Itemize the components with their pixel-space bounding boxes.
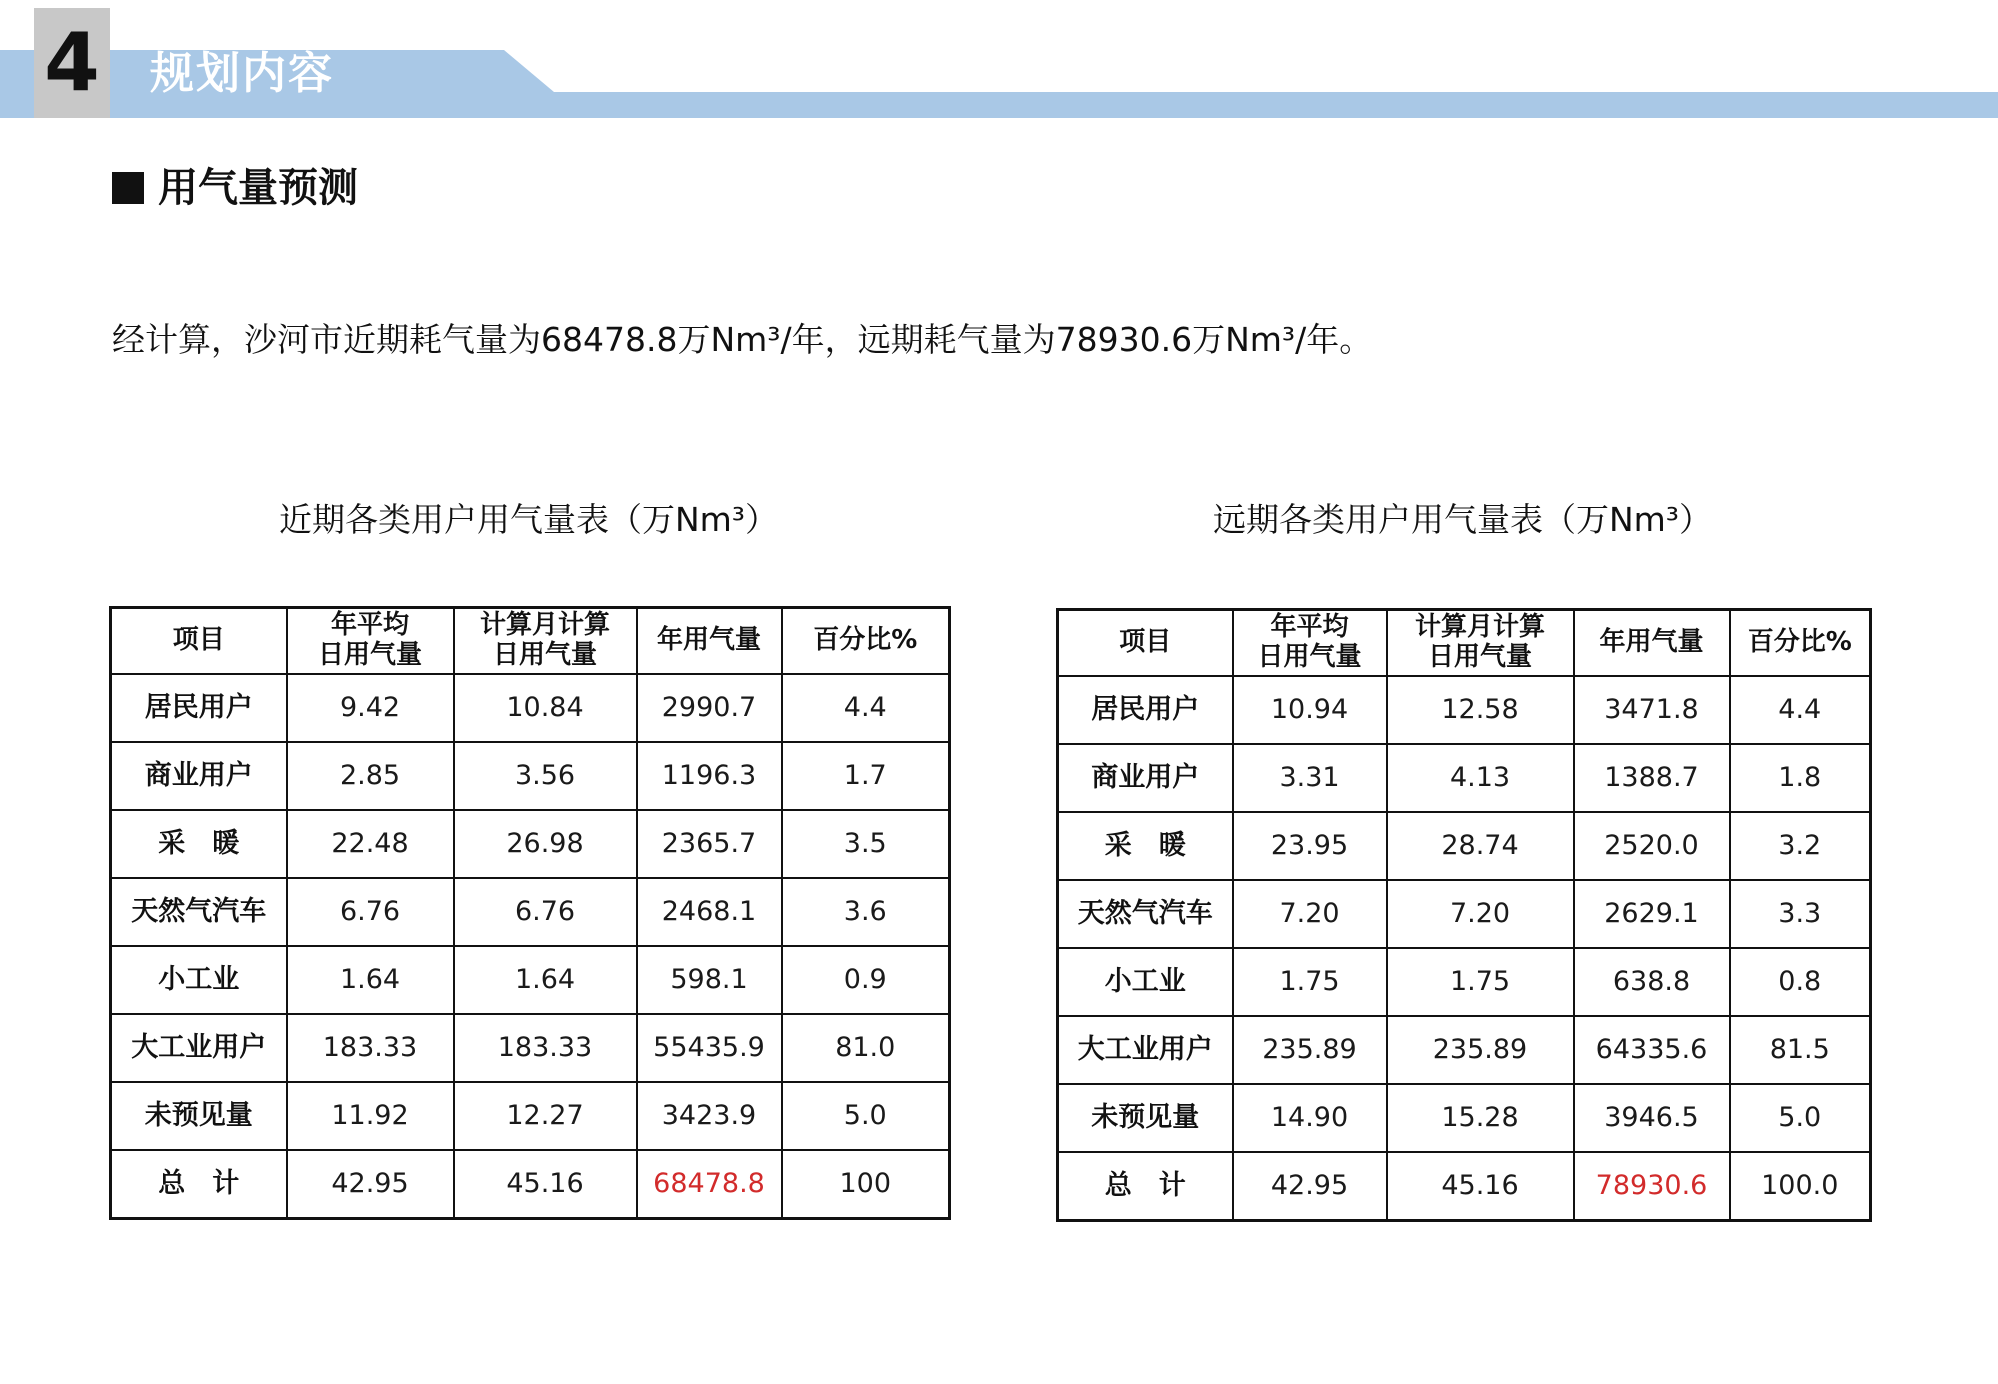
table-row	[1058, 1016, 1871, 1084]
row-avg: 2.85	[287, 742, 454, 810]
row-percent: 81.5	[1730, 1016, 1871, 1084]
row-item: 居民用户	[111, 674, 287, 742]
table-row	[111, 1014, 950, 1082]
long-term-table-block	[1056, 500, 1869, 1222]
row-calc: 4.13	[1387, 744, 1574, 812]
table-row	[1058, 1084, 1871, 1152]
row-item: 居民用户	[1058, 676, 1233, 744]
table-row	[111, 674, 950, 742]
header-item: 项目	[1058, 610, 1233, 677]
table-row	[111, 1082, 950, 1150]
header-avg-line2: 日用气量	[1257, 642, 1362, 672]
row-percent: 0.8	[1730, 948, 1871, 1016]
row-avg: 6.76	[287, 878, 454, 946]
table-row	[111, 742, 950, 810]
header-calc-line2: 日用气量	[1427, 642, 1532, 672]
section-title: 规划内容	[150, 48, 334, 99]
header-item: 项目	[111, 608, 287, 675]
row-calc: 45.16	[1387, 1152, 1574, 1221]
row-calc: 12.27	[454, 1082, 637, 1150]
table-row	[1058, 948, 1871, 1016]
row-annual: 2468.1	[637, 878, 782, 946]
header-calc-daily	[454, 608, 637, 675]
row-percent: 3.3	[1730, 880, 1871, 948]
row-avg: 11.92	[287, 1082, 454, 1150]
row-avg: 14.90	[1233, 1084, 1387, 1152]
row-percent: 3.5	[782, 810, 950, 878]
header-avg-daily	[1233, 610, 1387, 677]
row-calc: 28.74	[1387, 812, 1574, 880]
header-calc-line1: 计算月计算	[1414, 612, 1545, 643]
row-percent: 100	[782, 1150, 950, 1219]
row-percent: 4.4	[782, 674, 950, 742]
row-annual: 3471.8	[1574, 676, 1730, 744]
row-annual: 3423.9	[637, 1082, 782, 1150]
row-avg: 42.95	[287, 1150, 454, 1219]
row-calc: 26.98	[454, 810, 637, 878]
header-avg-line2: 日用气量	[317, 640, 422, 670]
row-item: 大工业用户	[111, 1014, 287, 1082]
row-percent: 3.2	[1730, 812, 1871, 880]
row-calc: 235.89	[1387, 1016, 1574, 1084]
subheading	[112, 165, 358, 211]
row-calc: 3.56	[454, 742, 637, 810]
table-header-row	[1058, 610, 1871, 677]
row-percent: 5.0	[1730, 1084, 1871, 1152]
header-avg-line1: 年平均	[330, 610, 409, 641]
table-header-row	[111, 608, 950, 675]
row-annual: 3946.5	[1574, 1084, 1730, 1152]
row-percent: 5.0	[782, 1082, 950, 1150]
near-term-table-caption: 近期各类用户用气量表（万Nm³）	[278, 500, 779, 539]
row-avg: 3.31	[1233, 744, 1387, 812]
row-avg: 7.20	[1233, 880, 1387, 948]
row-annual: 638.8	[1574, 948, 1730, 1016]
header-annual: 年用气量	[1574, 610, 1730, 677]
row-percent: 4.4	[1730, 676, 1871, 744]
row-annual: 1196.3	[637, 742, 782, 810]
row-item: 天然气汽车	[111, 878, 287, 946]
row-avg: 9.42	[287, 674, 454, 742]
header-percent: 百分比%	[782, 608, 950, 675]
header-avg-line1: 年平均	[1270, 612, 1349, 643]
row-item: 总 计	[1058, 1152, 1233, 1221]
row-percent: 81.0	[782, 1014, 950, 1082]
row-avg: 1.75	[1233, 948, 1387, 1016]
row-item: 未预见量	[1058, 1084, 1233, 1152]
row-annual-total: 68478.8	[637, 1150, 782, 1219]
row-item: 未预见量	[111, 1082, 287, 1150]
row-calc: 1.64	[454, 946, 637, 1014]
table-row	[1058, 880, 1871, 948]
near-term-table-block	[109, 500, 948, 1220]
row-calc: 7.20	[1387, 880, 1574, 948]
row-item: 小工业	[1058, 948, 1233, 1016]
row-annual: 64335.6	[1574, 1016, 1730, 1084]
row-annual: 598.1	[637, 946, 782, 1014]
row-calc: 45.16	[454, 1150, 637, 1219]
table-total-row	[1058, 1152, 1871, 1221]
row-calc: 6.76	[454, 878, 637, 946]
section-number-box	[34, 8, 110, 118]
row-avg: 235.89	[1233, 1016, 1387, 1084]
row-annual: 55435.9	[637, 1014, 782, 1082]
row-calc: 12.58	[1387, 676, 1574, 744]
row-percent: 1.8	[1730, 744, 1871, 812]
table-row	[111, 878, 950, 946]
table-row	[1058, 744, 1871, 812]
header-annual: 年用气量	[637, 608, 782, 675]
table-row	[111, 810, 950, 878]
long-term-table-caption: 远期各类用户用气量表（万Nm³）	[1212, 500, 1713, 539]
row-annual-total: 78930.6	[1574, 1152, 1730, 1221]
row-avg: 10.94	[1233, 676, 1387, 744]
table-row	[1058, 676, 1871, 744]
header-calc-line2: 日用气量	[492, 640, 597, 670]
row-item: 采 暖	[111, 810, 287, 878]
header-avg-daily	[287, 608, 454, 675]
row-annual: 1388.7	[1574, 744, 1730, 812]
row-item: 商业用户	[1058, 744, 1233, 812]
header-calc-daily	[1387, 610, 1574, 677]
row-calc: 15.28	[1387, 1084, 1574, 1152]
row-item: 商业用户	[111, 742, 287, 810]
row-percent: 3.6	[782, 878, 950, 946]
section-number: 4	[44, 16, 100, 109]
intro-paragraph: 经计算，沙河市近期耗气量为68478.8万Nm³/年，远期耗气量为78930.6万Nm³/年。	[112, 320, 1373, 359]
row-annual: 2365.7	[637, 810, 782, 878]
row-calc: 183.33	[454, 1014, 637, 1082]
table-row	[1058, 812, 1871, 880]
section-header	[0, 0, 1998, 120]
row-item: 采 暖	[1058, 812, 1233, 880]
row-avg: 1.64	[287, 946, 454, 1014]
row-item: 大工业用户	[1058, 1016, 1233, 1084]
row-avg: 183.33	[287, 1014, 454, 1082]
header-percent: 百分比%	[1730, 610, 1871, 677]
row-avg: 42.95	[1233, 1152, 1387, 1221]
header-calc-line1: 计算月计算	[479, 610, 610, 641]
table-row	[111, 946, 950, 1014]
row-item: 小工业	[111, 946, 287, 1014]
row-percent: 100.0	[1730, 1152, 1871, 1221]
row-avg: 23.95	[1233, 812, 1387, 880]
row-percent: 1.7	[782, 742, 950, 810]
near-term-usage-table	[109, 606, 951, 1220]
row-annual: 2520.0	[1574, 812, 1730, 880]
subheading-text: 用气量预测	[158, 165, 358, 211]
row-avg: 22.48	[287, 810, 454, 878]
row-calc: 1.75	[1387, 948, 1574, 1016]
row-percent: 0.9	[782, 946, 950, 1014]
row-annual: 2990.7	[637, 674, 782, 742]
row-item: 天然气汽车	[1058, 880, 1233, 948]
row-calc: 10.84	[454, 674, 637, 742]
row-annual: 2629.1	[1574, 880, 1730, 948]
long-term-usage-table	[1056, 608, 1872, 1222]
table-total-row	[111, 1150, 950, 1219]
row-item: 总 计	[111, 1150, 287, 1219]
square-bullet-icon	[112, 172, 144, 204]
